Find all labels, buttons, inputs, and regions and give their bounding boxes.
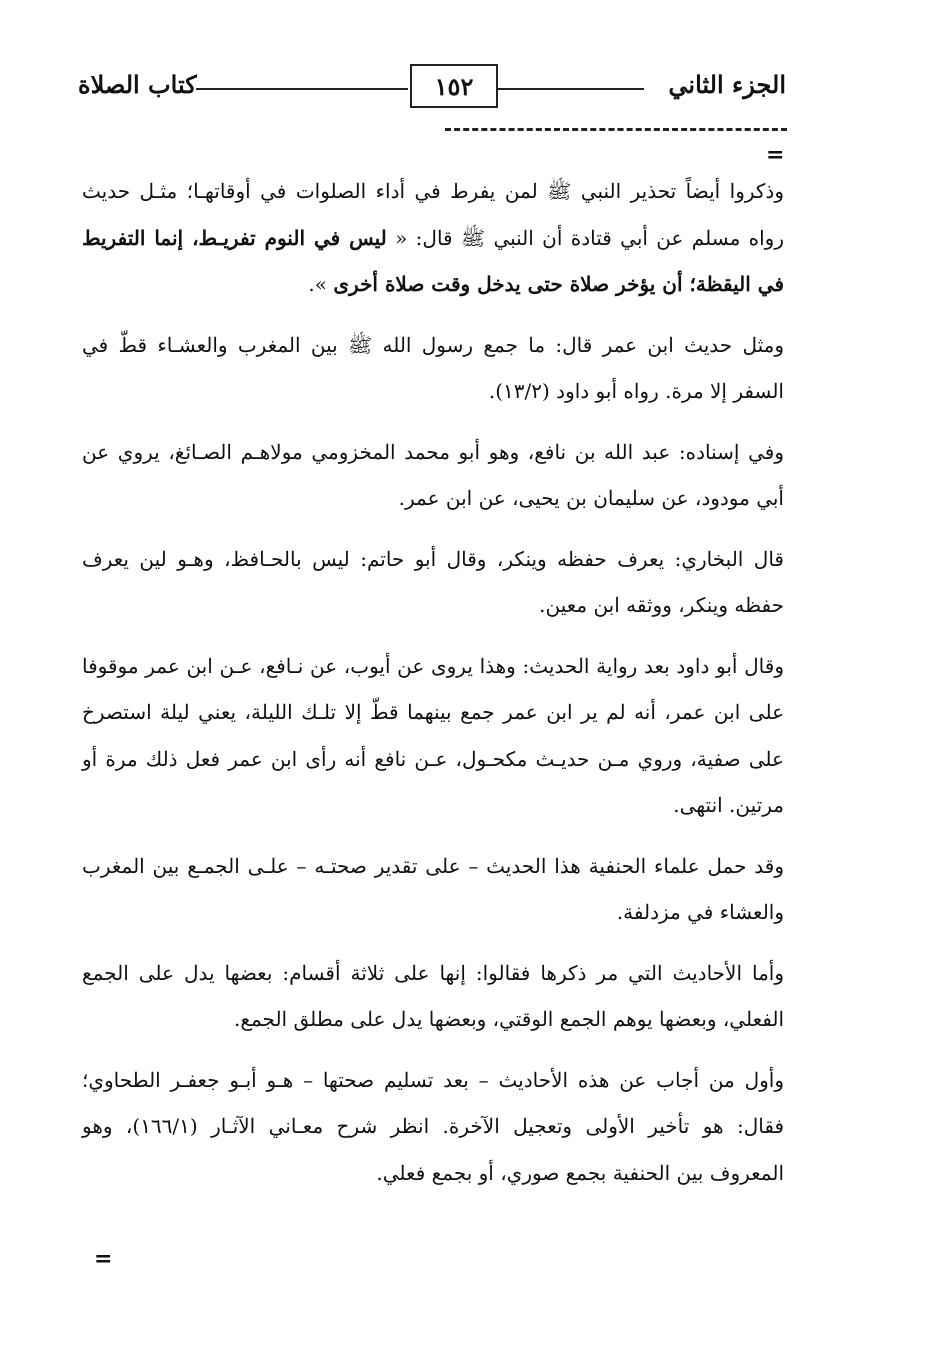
- page-number-box: [410, 64, 498, 108]
- paragraph-2: ومثل حديث ابن عمر قال: ما جمع رسول الله ﷺ بين المغرب والعشـاء قطّ في السفر إلا مرة. رواه أبو داود (١٣/٢).: [82, 332, 785, 403]
- paragraph-6: وقد حمل علماء الحنفية هذا الحديث – على تقدير صحتـه – علـى الجمـع بين المغرب والعشاء في مزدلفة.: [82, 853, 784, 924]
- paragraph-1: [82, 168, 784, 308]
- bottom-equals-mark: =: [94, 1246, 113, 1272]
- body-text: [82, 168, 784, 1210]
- page-number: ١٥٢: [434, 71, 474, 101]
- paragraph-8: وأول من أجاب عن هذه الأحاديث – بعد تسليم صحتها – هـو أبـو جعفـر الطحاوي؛ فقال: هو تأخير الأولى وتعجيل الآخرة. انظر شرح معـاني الآثـار (١٦٦/١)، وهو المعروف بين الحنفية بجمع صوري، أو بجمع فعلي.: [82, 1067, 785, 1185]
- dashed-divider: [445, 128, 787, 131]
- paragraph-1-lead: وذكروا أيضاً تحذير النبي ﷺ لمن يفرط في أداء الصلوات في أوقاتهـا؛ مثـل حديث رواه مسلم عن أبي قتادة أن النبي ﷺ قال: «: [82, 179, 784, 250]
- paragraph-4: قال البخاري: يعرف حفظه وينكر، وقال أبو حاتم: ليس بالحـافظ، وهـو لين يعرف حفظه وينكر، ووثقه ابن معين.: [82, 546, 784, 617]
- page-header: [78, 60, 786, 110]
- header-rule-right: [496, 88, 644, 90]
- top-equals-mark: =: [766, 142, 785, 168]
- book-title: كتاب الصلاة: [78, 70, 197, 99]
- paragraph-5: وقال أبو داود بعد رواية الحديث: وهذا يروى عن أيوب، عن نـافع، عـن ابن عمر موقوفا على ابن عمر، أنه لم ير ابن عمر جمع بينهما قطّ إلا تلـك الليلة، يعني ليلة استصرخ على صفية، وروي مـن حديـث مكحـول، عـن نافع أنه رأى ابن عمر فعل ذلك مرة أو مرتين. انتهى.: [82, 653, 784, 817]
- paragraph-1-tail: ».: [308, 272, 334, 296]
- volume-title: الجزء الثاني: [668, 70, 786, 99]
- paragraph-7: وأما الأحاديث التي مر ذكرها فقالوا: إنها على ثلاثة أقسام: بعضها يدل على الجمع الفعلي، وبعضها يوهم الجمع الوقتي، وبعضها يدل على مطلق الجمع.: [82, 960, 784, 1031]
- hadith-quote: ليس في النوم تفريـط، إنما التفريط في اليقظة؛ أن يؤخر صلاة حتى يدخل وقت صلاة أخرى: [82, 225, 784, 296]
- header-rule-left: [196, 88, 408, 90]
- paragraph-3: وفي إسناده: عبد الله بن نافع، وهو أبو محمد المخزومي مولاهـم الصـائغ، يروي عن أبي مودود، عن سليمان بن يحيى، عن ابن عمر.: [82, 439, 784, 510]
